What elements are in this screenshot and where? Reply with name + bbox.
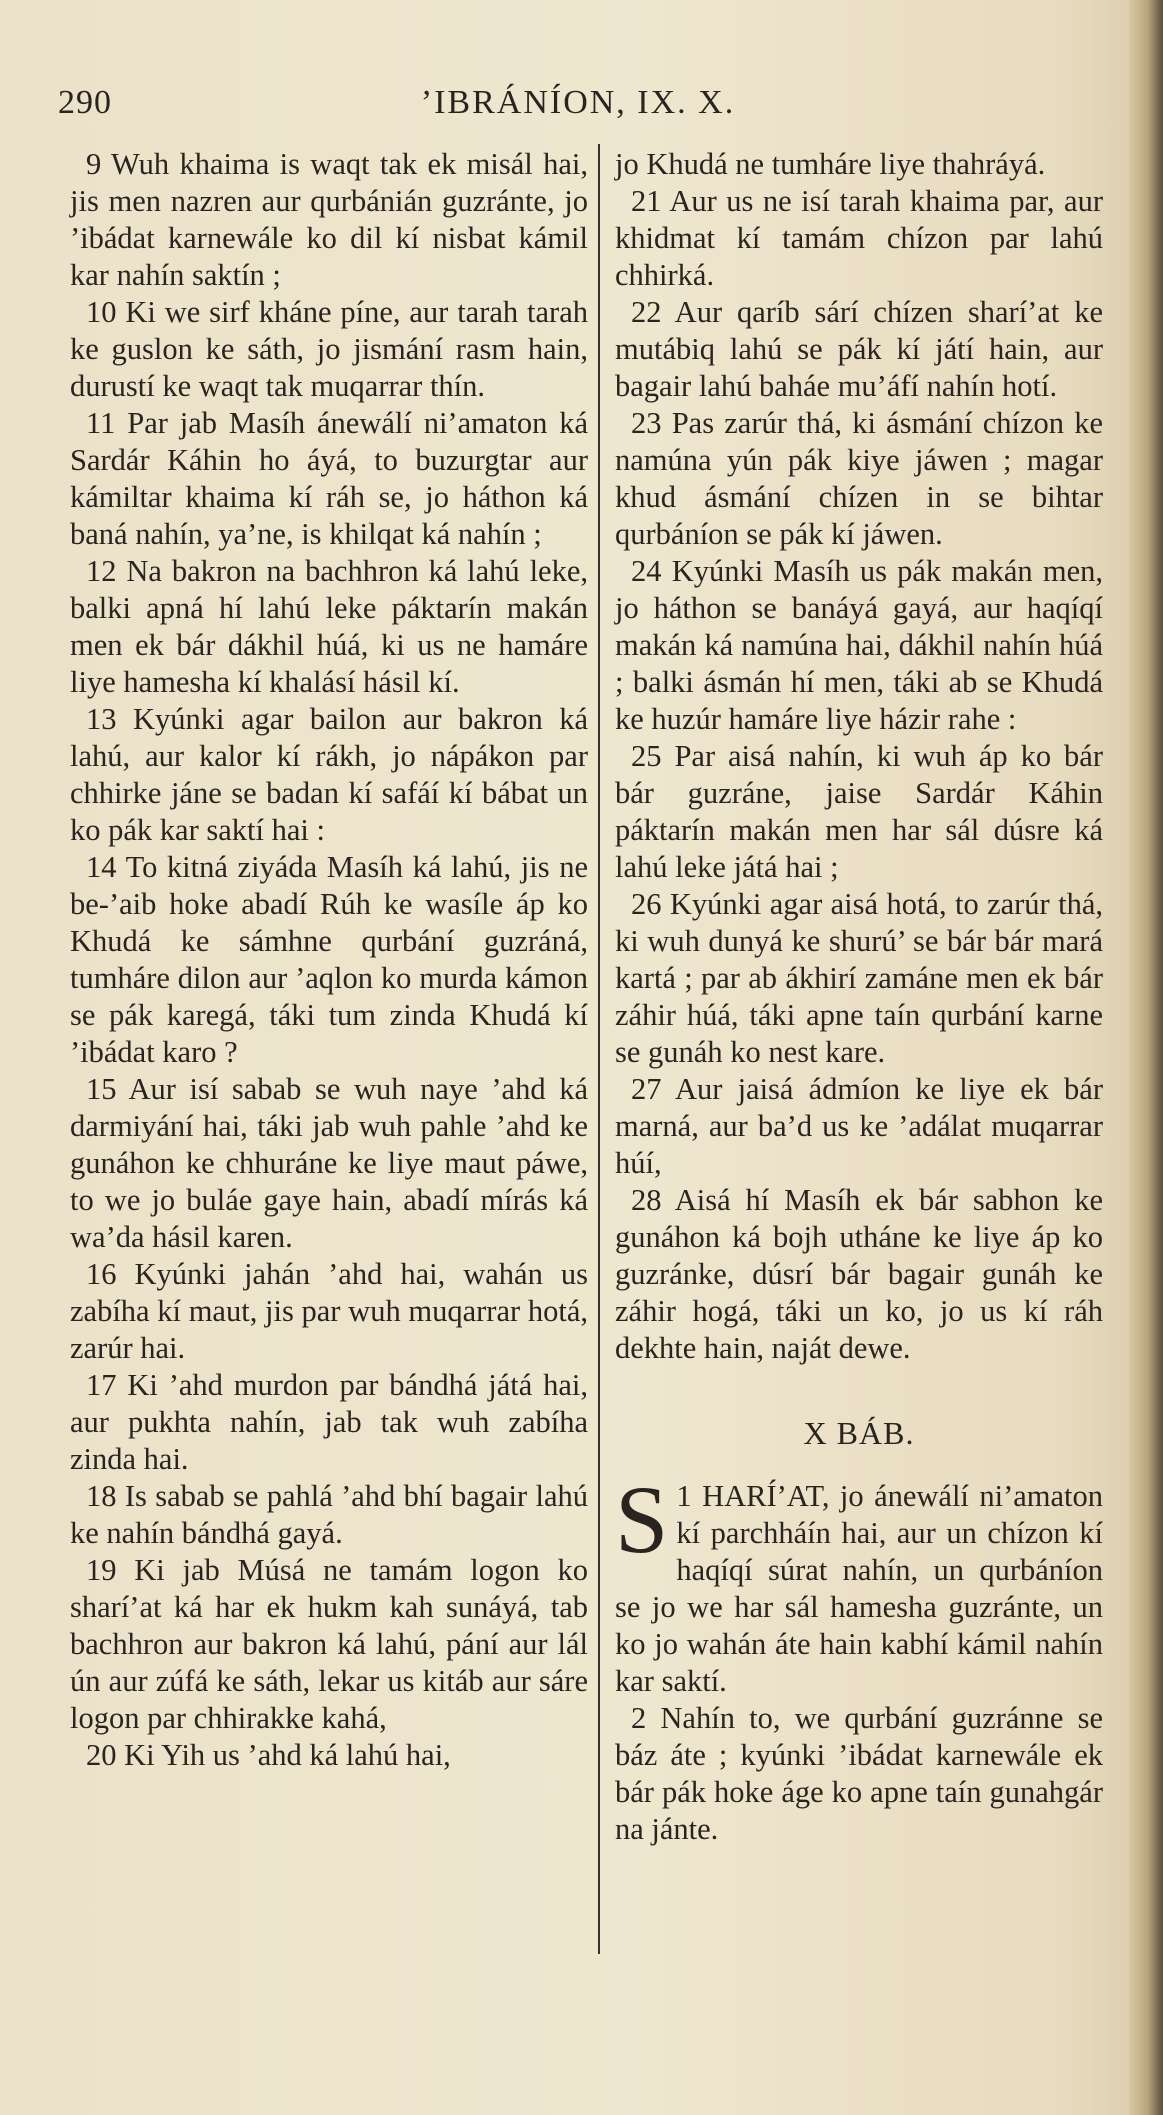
chapter-heading: X BÁB. [803,1415,915,1451]
verse: 27 Aur jaisá ádmíon ke liye ek bár marná, aur ba’d us ke ’adálat muqarrar húí, [615,1072,1103,1180]
verse: 16 Kyúnki jahán ’ahd hai, wahán us zabíha kí maut, jis par wuh muqarrar hotá, zarúr hai. [70,1257,588,1365]
verse: 23 Pas zarúr thá, ki ásmání chízon ke namúna yún pák kiye jáwen ; magar khud ásmání chízen in se bihtar qurbáníon se pák kí jáwen. [615,406,1103,551]
column-divider [598,144,600,1954]
verse: 21 Aur us ne isí tarah khaima par, aur khidmat kí tamám chízon par lahú chhirká. [615,184,1103,292]
verse: 12 Na bakron na bachhron ká lahú leke, balki apná hí lahú leke páktarín makán men ek bár dákhil húá, ki us ne hamáre liye hamesha kí khalásí hásil kí. [70,554,588,699]
verse: 2 Nahín to, we qurbání guzránne se báz áte ; kyúnki ’ibádat karnewále ek bár pák hoke áge ko apne taín gunahgár na jánte. [615,1701,1103,1846]
right-column [615,146,1103,1848]
running-title: ’IBRÁNÍON, IX. X. [420,84,736,121]
verse: 20 Ki Yih us ’ahd ká lahú hai, [86,1738,451,1772]
verse: 26 Kyúnki agar aisá hotá, to zarúr thá, ki wuh dunyá ke shurú’ se bár bár mará kartá ; par ab ákhirí zamáne men ek bár záhir húá, táki apne taín qurbání karne se gunáh ko nest kare. [615,887,1103,1069]
verse: 15 Aur isí sabab se wuh naye ’ahd ká darmiyání hai, táki jab wuh pahle ’ahd ke gunáhon ke chhuráne ke liye maut páwe, to we jo buláe gaye hain, abadí mírás ká wa’da hásil karen. [70,1072,588,1254]
left-column [70,146,588,1774]
verse: 10 Ki we sirf kháne píne, aur tarah tarah ke guslon ke sáth, jo jismání rasm hain, durustí ke waqt tak muqarrar thín. [70,295,588,403]
drop-cap-letter: S [615,1466,669,1573]
page-header [58,84,1098,134]
drop-cap-text: HARÍ’AT, jo ánewálí ni’amaton kí parchháín hai, aur un chízon kí haqíqí súrat nahín, un qurbáníon se jo we har sál hamesha guzránte, un ko jo wahán áte hain kabhí kámil nahín kar saktí. [615,1479,1104,1698]
page-edge-shadow [1129,0,1163,2115]
verse-continuation: jo Khudá ne tumháre liye thahráyá. [615,147,1046,181]
verse: 24 Kyúnki Masíh us pák makán men, jo háthon se banáyá gayá, aur haqíqí makán ká namúna hai, dákhil nahín húá ; balki ásmán hí men, táki ab se Khudá ke huzúr hamáre liye házir rahe : [615,554,1103,736]
verse-number: 1 [676,1479,692,1513]
verse: 9 Wuh khaima is waqt tak ek misál hai, jis men nazren aur qurbánián guzránte, jo ’ibádat karnewále ko dil kí nisbat kámil kar nahín saktín ; [70,147,588,292]
verse: 14 To kitná ziyáda Masíh ká lahú, jis ne be-’aib hoke abadí Rúh ke wasíle áp ko Khudá ke sámhne qurbání guzráná, tumháre dilon aur ’aqlon ko murda kámon se pák karegá, táki tum zinda Khudá kí ’ibádat karo ? [70,850,588,1069]
verse: 22 Aur qaríb sárí chízen sharí’at ke mutábiq lahú se pák kí játí hain, aur bagair lahú baháe mu’áfí nahín hotí. [615,295,1103,403]
verse: 13 Kyúnki agar bailon aur bakron ká lahú, aur kalor kí rákh, jo nápákon par chhirke jáne se badan kí safáí kí bábat un ko pák kar saktí hai : [70,702,588,847]
chapter-first-verse [615,1466,1104,1700]
verse: 18 Is sabab se pahlá ’ahd bhí bagair lahú ke nahín bándhá gayá. [70,1479,588,1550]
verse: 28 Aisá hí Masíh ek bár sabhon ke gunáhon ká bojh utháne ke liye áp ko guzránke, dúsrí bár bagair gunáh ke záhir hogá, táki un ko, jo us kí ráh dekhte hain, naját dewe. [615,1183,1103,1365]
verse: 19 Ki jab Músá ne tamám logon ko sharí’at ká har ek hukm kah sunáyá, tab bachhron aur bakron ká lahú, pání aur lál ún aur zúfá ke sáth, lekar us kitáb aur sáre logon par chhirakke kahá, [70,1553,588,1735]
page-number: 290 [58,84,112,121]
verse: 11 Par jab Masíh ánewálí ni’amaton ká Sardár Káhin ho áyá, to buzurgtar aur kámiltar khaima kí ráh se, jo háthon ká baná nahín, ya’ne, is khilqat ká nahín ; [70,406,588,551]
verse: 25 Par aisá nahín, ki wuh áp ko bár bár guzráne, jaise Sardár Káhin páktarín makán men har sál dúsre ká lahú leke játá hai ; [615,739,1103,884]
verse: 17 Ki ’ahd murdon par bándhá játá hai, aur pukhta nahín, jab tak wuh zabíha zinda hai. [70,1368,588,1476]
